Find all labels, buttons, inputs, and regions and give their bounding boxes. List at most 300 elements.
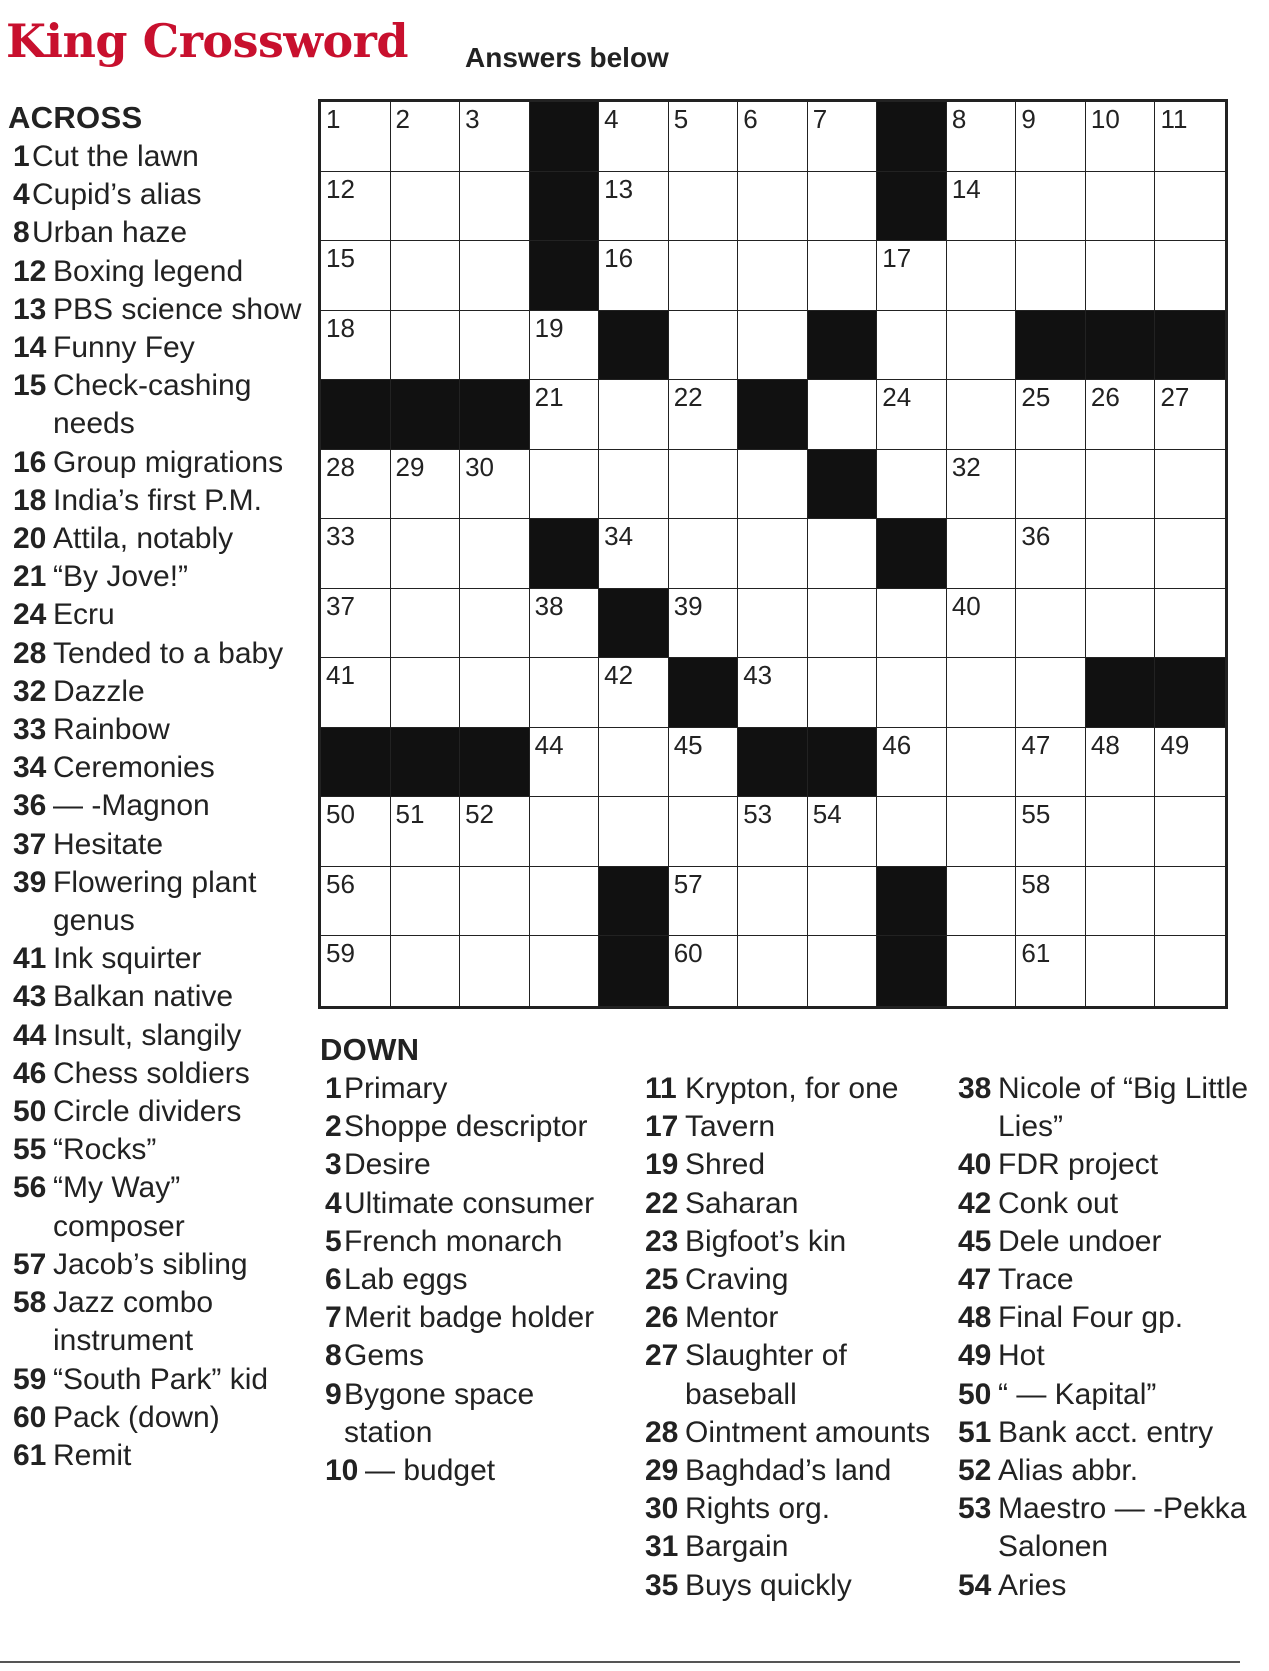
grid-cell[interactable]	[321, 311, 391, 381]
grid-cell[interactable]	[947, 658, 1017, 728]
grid-cell[interactable]	[669, 311, 739, 381]
across-clues-section	[8, 98, 308, 1475]
clue-text: Pack (down)	[53, 1400, 220, 1434]
grid-cell[interactable]	[1086, 102, 1156, 172]
grid-cell[interactable]	[1086, 728, 1156, 798]
grid-cell[interactable]	[1086, 241, 1156, 311]
clue-item	[953, 1452, 1263, 1490]
cell-number: 28	[326, 451, 355, 482]
grid-cell[interactable]	[877, 658, 947, 728]
grid-cell[interactable]	[669, 241, 739, 311]
grid-cell[interactable]	[530, 728, 600, 798]
cell-number: 2	[395, 104, 410, 134]
grid-cell[interactable]	[391, 241, 461, 311]
grid-cell[interactable]	[669, 867, 739, 937]
grid-cell[interactable]	[530, 658, 600, 728]
grid-cell[interactable]	[1086, 450, 1156, 520]
grid-cell[interactable]	[738, 172, 808, 242]
clue-item	[320, 1108, 630, 1146]
grid-cell[interactable]	[738, 589, 808, 659]
grid-cell[interactable]	[669, 797, 739, 867]
grid-cell[interactable]	[947, 797, 1017, 867]
grid-cell[interactable]	[460, 102, 530, 172]
clue-item	[8, 176, 308, 214]
clue-number: 29	[645, 1454, 679, 1488]
grid-cell[interactable]	[1155, 728, 1225, 798]
clue-number: 21	[13, 560, 47, 594]
grid-cell[interactable]	[669, 172, 739, 242]
down-heading-spacer	[640, 1030, 950, 1070]
grid-cell[interactable]	[669, 102, 739, 172]
grid-cell[interactable]	[947, 519, 1017, 589]
grid-cell[interactable]	[321, 102, 391, 172]
clue-number: 60	[13, 1400, 47, 1434]
grid-cell[interactable]	[1086, 867, 1156, 937]
clue-item	[8, 787, 308, 825]
grid-cell[interactable]	[321, 867, 391, 937]
grid-cell[interactable]	[1016, 936, 1086, 1006]
clue-text: Bargain	[685, 1530, 789, 1564]
black-square	[877, 867, 947, 937]
clue-number: 31	[645, 1530, 679, 1564]
grid-cell[interactable]	[530, 936, 600, 1006]
clue-number: 45	[958, 1224, 992, 1258]
grid-cell[interactable]	[1086, 589, 1156, 659]
grid-cell[interactable]	[391, 867, 461, 937]
grid-cell[interactable]	[1016, 867, 1086, 937]
grid-cell[interactable]	[877, 380, 947, 450]
clue-text: Hesitate	[53, 827, 164, 861]
clue-item	[640, 1528, 950, 1566]
clue-number: 19	[645, 1148, 679, 1182]
clue-number: 39	[13, 865, 47, 899]
cell-number: 12	[326, 173, 355, 204]
grid-cell[interactable]	[947, 241, 1017, 311]
clue-item	[320, 1452, 630, 1490]
grid-cell[interactable]	[1155, 102, 1225, 172]
grid-cell[interactable]	[1016, 728, 1086, 798]
grid-cell[interactable]	[530, 589, 600, 659]
grid-cell[interactable]	[877, 450, 947, 520]
cell-number: 11	[1160, 104, 1188, 134]
clue-text: “My Way” composer	[53, 1171, 185, 1243]
grid-cell[interactable]	[669, 380, 739, 450]
clue-number: 9	[325, 1377, 342, 1411]
clue-text: Flowering plant genus	[53, 865, 257, 938]
cell-number: 45	[673, 729, 703, 760]
grid-cell[interactable]	[947, 450, 1017, 520]
grid-cell[interactable]	[808, 172, 878, 242]
clue-text: Ink squirter	[53, 942, 202, 976]
grid-cell[interactable]	[391, 658, 461, 728]
grid-cell[interactable]	[669, 589, 739, 659]
clue-text: Dazzle	[53, 674, 145, 708]
black-square	[460, 380, 530, 450]
cell-number: 54	[812, 799, 842, 830]
grid-cell[interactable]	[599, 797, 669, 867]
grid-cell[interactable]	[1086, 519, 1156, 589]
grid-cell[interactable]	[877, 797, 947, 867]
cell-number: 57	[673, 868, 703, 899]
cell-number: 27	[1160, 382, 1190, 413]
grid-cell[interactable]	[1086, 172, 1156, 242]
cell-number: 3	[465, 104, 480, 134]
cell-number: 40	[951, 590, 981, 621]
grid-cell[interactable]	[947, 102, 1017, 172]
grid-cell[interactable]	[460, 241, 530, 311]
grid-cell[interactable]	[738, 867, 808, 937]
grid-cell[interactable]	[738, 450, 808, 520]
grid-cell[interactable]	[391, 311, 461, 381]
clue-item	[953, 1337, 1263, 1375]
grid-cell[interactable]	[599, 172, 669, 242]
black-square	[391, 380, 461, 450]
clue-text: FDR project	[998, 1148, 1159, 1182]
clue-text: Tended to a baby	[53, 636, 284, 670]
clue-number: 10	[325, 1454, 359, 1488]
clue-item	[8, 711, 308, 749]
clue-number: 1	[13, 140, 30, 173]
grid-cell[interactable]	[877, 311, 947, 381]
grid-cell[interactable]	[1016, 380, 1086, 450]
clue-item	[8, 1017, 308, 1055]
grid-cell[interactable]	[1086, 936, 1156, 1006]
clue-item	[320, 1261, 630, 1299]
clue-text: Craving	[685, 1263, 789, 1297]
clue-number: 56	[13, 1171, 47, 1205]
clue-text: Ecru	[53, 598, 115, 632]
grid-cell[interactable]	[530, 450, 600, 520]
bottom-divider	[0, 1661, 1240, 1663]
grid-cell[interactable]	[1155, 380, 1225, 450]
clue-text: Bigfoot’s kin	[685, 1224, 847, 1258]
grid-cell[interactable]	[599, 380, 669, 450]
grid-cell[interactable]	[738, 102, 808, 172]
grid-cell[interactable]	[669, 519, 739, 589]
grid-cell[interactable]	[1086, 797, 1156, 867]
grid-cell[interactable]	[391, 450, 461, 520]
clue-item	[8, 329, 308, 367]
grid-cell[interactable]	[738, 658, 808, 728]
grid-cell[interactable]	[599, 241, 669, 311]
cell-number: 51	[395, 799, 425, 830]
across-clue-list	[8, 138, 308, 1475]
grid-cell[interactable]	[321, 519, 391, 589]
grid-cell[interactable]	[1155, 241, 1225, 311]
clue-item	[640, 1490, 950, 1528]
grid-cell[interactable]	[321, 589, 391, 659]
grid-cell[interactable]	[460, 797, 530, 867]
black-square	[1016, 311, 1086, 381]
grid-cell[interactable]	[391, 797, 461, 867]
grid-cell[interactable]	[738, 797, 808, 867]
clue-item	[640, 1337, 950, 1413]
cell-number: 52	[465, 799, 494, 830]
grid-cell[interactable]	[738, 519, 808, 589]
grid-cell[interactable]	[530, 380, 600, 450]
clue-text: “South Park” kid	[53, 1362, 269, 1396]
cell-number: 17	[882, 243, 912, 274]
cell-number: 8	[951, 104, 967, 134]
black-square	[391, 728, 461, 798]
grid-cell[interactable]	[460, 450, 530, 520]
clue-item	[640, 1108, 950, 1146]
grid-cell[interactable]	[321, 241, 391, 311]
grid-cell[interactable]	[1155, 867, 1225, 937]
clue-number: 37	[13, 827, 47, 861]
grid-cell[interactable]	[321, 172, 391, 242]
clue-item	[8, 367, 308, 443]
grid-cell[interactable]	[460, 936, 530, 1006]
grid-cell[interactable]	[599, 102, 669, 172]
grid-cell[interactable]	[808, 519, 878, 589]
cell-number: 49	[1160, 729, 1190, 760]
clue-text: Insult, slangily	[53, 1018, 242, 1052]
grid-cell[interactable]	[1155, 797, 1225, 867]
grid-cell[interactable]	[1086, 380, 1156, 450]
grid-cell[interactable]	[947, 172, 1017, 242]
black-square	[877, 519, 947, 589]
cell-number: 58	[1021, 868, 1051, 899]
grid-cell[interactable]	[947, 311, 1017, 381]
grid-cell[interactable]	[1155, 936, 1225, 1006]
grid-cell[interactable]	[1016, 172, 1086, 242]
grid-cell[interactable]	[391, 172, 461, 242]
grid-cell[interactable]	[669, 450, 739, 520]
clue-number: 42	[958, 1186, 992, 1220]
grid-cell[interactable]	[808, 797, 878, 867]
black-square	[599, 867, 669, 937]
grid-cell[interactable]	[738, 241, 808, 311]
clue-text: Slaughter of baseball	[685, 1339, 847, 1411]
clue-number: 17	[645, 1110, 679, 1144]
clue-text: “By Jove!”	[53, 560, 189, 594]
grid-cell[interactable]	[808, 936, 878, 1006]
grid-cell[interactable]	[460, 589, 530, 659]
clue-item	[8, 978, 308, 1016]
clue-item	[8, 520, 308, 558]
clue-number: 40	[958, 1148, 992, 1182]
grid-cell[interactable]	[391, 519, 461, 589]
grid-cell[interactable]	[460, 658, 530, 728]
clue-number: 12	[13, 254, 47, 288]
clue-item	[953, 1299, 1263, 1337]
grid-cell[interactable]	[808, 867, 878, 937]
clue-number: 38	[958, 1072, 992, 1105]
black-square	[599, 589, 669, 659]
cell-number: 36	[1021, 521, 1051, 552]
clue-item	[8, 444, 308, 482]
grid-cell[interactable]	[1016, 102, 1086, 172]
cell-number: 56	[326, 868, 355, 899]
grid-cell[interactable]	[321, 797, 391, 867]
clue-text: Aries	[998, 1568, 1067, 1602]
grid-cell[interactable]	[1016, 519, 1086, 589]
clue-number: 46	[13, 1056, 47, 1090]
clue-item	[8, 214, 308, 252]
clue-text: Cut the lawn	[32, 140, 199, 173]
clue-text: Mentor	[685, 1301, 779, 1335]
black-square	[321, 380, 391, 450]
clue-item	[640, 1299, 950, 1337]
grid-cell[interactable]	[530, 797, 600, 867]
black-square	[1086, 658, 1156, 728]
clue-item	[953, 1567, 1263, 1605]
grid-cell[interactable]	[738, 936, 808, 1006]
grid-cell[interactable]	[460, 311, 530, 381]
grid-cell[interactable]	[1016, 589, 1086, 659]
clue-text: Nicole of “Big Little Lies”	[998, 1072, 1249, 1144]
grid-cell[interactable]	[947, 867, 1017, 937]
clue-number: 2	[325, 1110, 342, 1144]
grid-cell[interactable]	[669, 728, 739, 798]
clue-text: Remit	[53, 1438, 132, 1472]
clue-number: 50	[13, 1095, 47, 1129]
clue-number: 41	[13, 942, 47, 976]
black-square	[808, 450, 878, 520]
cell-number: 29	[395, 451, 425, 482]
clue-number: 53	[958, 1492, 992, 1526]
clue-text: Tavern	[685, 1110, 776, 1144]
clue-text: Jacob’s sibling	[53, 1247, 248, 1281]
clue-number: 33	[13, 713, 47, 747]
clue-item	[8, 558, 308, 596]
cell-number: 50	[326, 799, 355, 830]
grid-cell[interactable]	[669, 936, 739, 1006]
clue-item	[8, 826, 308, 864]
clue-text: India’s first P.M.	[53, 483, 262, 517]
clue-number: 30	[645, 1492, 679, 1526]
grid-cell[interactable]	[1016, 450, 1086, 520]
grid-cell[interactable]	[877, 728, 947, 798]
clue-item	[8, 1284, 308, 1360]
grid-cell[interactable]	[321, 450, 391, 520]
grid-cell[interactable]	[808, 658, 878, 728]
down-clue-list-3	[953, 1070, 1263, 1605]
clue-text: Funny Fey	[53, 331, 195, 365]
grid-cell[interactable]	[391, 589, 461, 659]
clue-text: Primary	[344, 1072, 448, 1105]
grid-cell[interactable]	[947, 728, 1017, 798]
clue-text: Dele undoer	[998, 1224, 1162, 1258]
clue-item	[953, 1070, 1263, 1146]
grid-cell[interactable]	[947, 380, 1017, 450]
black-square	[738, 380, 808, 450]
grid-cell[interactable]	[877, 589, 947, 659]
cell-number: 59	[326, 938, 355, 969]
clue-number: 54	[958, 1568, 992, 1602]
clue-item	[8, 864, 308, 940]
cell-number: 18	[326, 312, 355, 343]
clue-text: Group migrations	[53, 445, 284, 479]
grid-cell[interactable]	[391, 936, 461, 1006]
grid-cell[interactable]	[1016, 797, 1086, 867]
down-heading: DOWN	[320, 1032, 420, 1067]
clue-item	[953, 1376, 1263, 1414]
clue-number: 36	[13, 789, 47, 823]
clue-number: 52	[958, 1454, 992, 1488]
clue-text: Desire	[344, 1148, 431, 1182]
clue-item	[953, 1490, 1263, 1566]
puzzle-title: King Crossword	[6, 14, 409, 68]
clue-item	[320, 1185, 630, 1223]
clue-number: 18	[13, 483, 47, 517]
grid-cell[interactable]	[1016, 658, 1086, 728]
grid-cell[interactable]	[947, 936, 1017, 1006]
grid-cell[interactable]	[877, 241, 947, 311]
grid-cell[interactable]	[1155, 519, 1225, 589]
clue-number: 25	[645, 1263, 679, 1297]
clue-text: Cupid’s alias	[32, 178, 202, 212]
clue-text: Rights org.	[685, 1492, 831, 1526]
clue-item	[640, 1414, 950, 1452]
clue-text: Lab eggs	[344, 1263, 468, 1297]
clue-number: 20	[13, 522, 47, 556]
black-square	[530, 241, 600, 311]
clue-number: 16	[13, 445, 47, 479]
grid-cell[interactable]	[530, 311, 600, 381]
black-square	[808, 311, 878, 381]
clue-text: PBS science show	[53, 292, 302, 326]
cell-number: 32	[951, 451, 981, 482]
grid-cell[interactable]	[391, 102, 461, 172]
clue-number: 43	[13, 980, 47, 1014]
grid-cell[interactable]	[599, 658, 669, 728]
grid-cell[interactable]	[530, 867, 600, 937]
grid-cell[interactable]	[1016, 241, 1086, 311]
grid-cell[interactable]	[738, 311, 808, 381]
grid-cell[interactable]	[599, 728, 669, 798]
clue-number: 14	[13, 331, 47, 365]
clue-item	[640, 1070, 950, 1108]
grid-cell[interactable]	[321, 936, 391, 1006]
grid-cell[interactable]	[808, 102, 878, 172]
cell-number: 43	[743, 660, 773, 691]
grid-cell[interactable]	[599, 519, 669, 589]
black-square	[530, 172, 600, 242]
clue-text: Final Four gp.	[998, 1301, 1184, 1335]
grid-cell[interactable]	[1155, 450, 1225, 520]
clue-text: Urban haze	[32, 216, 188, 250]
across-heading: ACROSS	[8, 100, 143, 135]
clue-text: “ — Kapital”	[998, 1377, 1157, 1411]
clue-number: 47	[958, 1263, 992, 1297]
clue-item	[320, 1376, 630, 1452]
black-square	[669, 658, 739, 728]
cell-number: 42	[604, 660, 634, 691]
grid-cell[interactable]	[321, 658, 391, 728]
grid-cell[interactable]	[808, 241, 878, 311]
grid-cell[interactable]	[460, 519, 530, 589]
grid-cell[interactable]	[599, 450, 669, 520]
clue-number: 4	[13, 178, 30, 212]
grid-cell[interactable]	[808, 589, 878, 659]
clue-text: Rainbow	[53, 713, 170, 747]
grid-cell[interactable]	[808, 380, 878, 450]
grid-cell[interactable]	[460, 172, 530, 242]
clue-text: Baghdad’s land	[685, 1454, 892, 1488]
grid-cell[interactable]	[947, 589, 1017, 659]
clue-number: 13	[13, 292, 47, 326]
grid-cell[interactable]	[1155, 589, 1225, 659]
grid-cell[interactable]	[460, 867, 530, 937]
clue-number: 4	[325, 1186, 342, 1220]
clue-text: Attila, notably	[53, 522, 234, 556]
clue-number: 50	[958, 1377, 992, 1411]
grid-cell[interactable]	[1155, 172, 1225, 242]
clue-number: 15	[13, 369, 47, 403]
cell-number: 41	[326, 660, 355, 691]
